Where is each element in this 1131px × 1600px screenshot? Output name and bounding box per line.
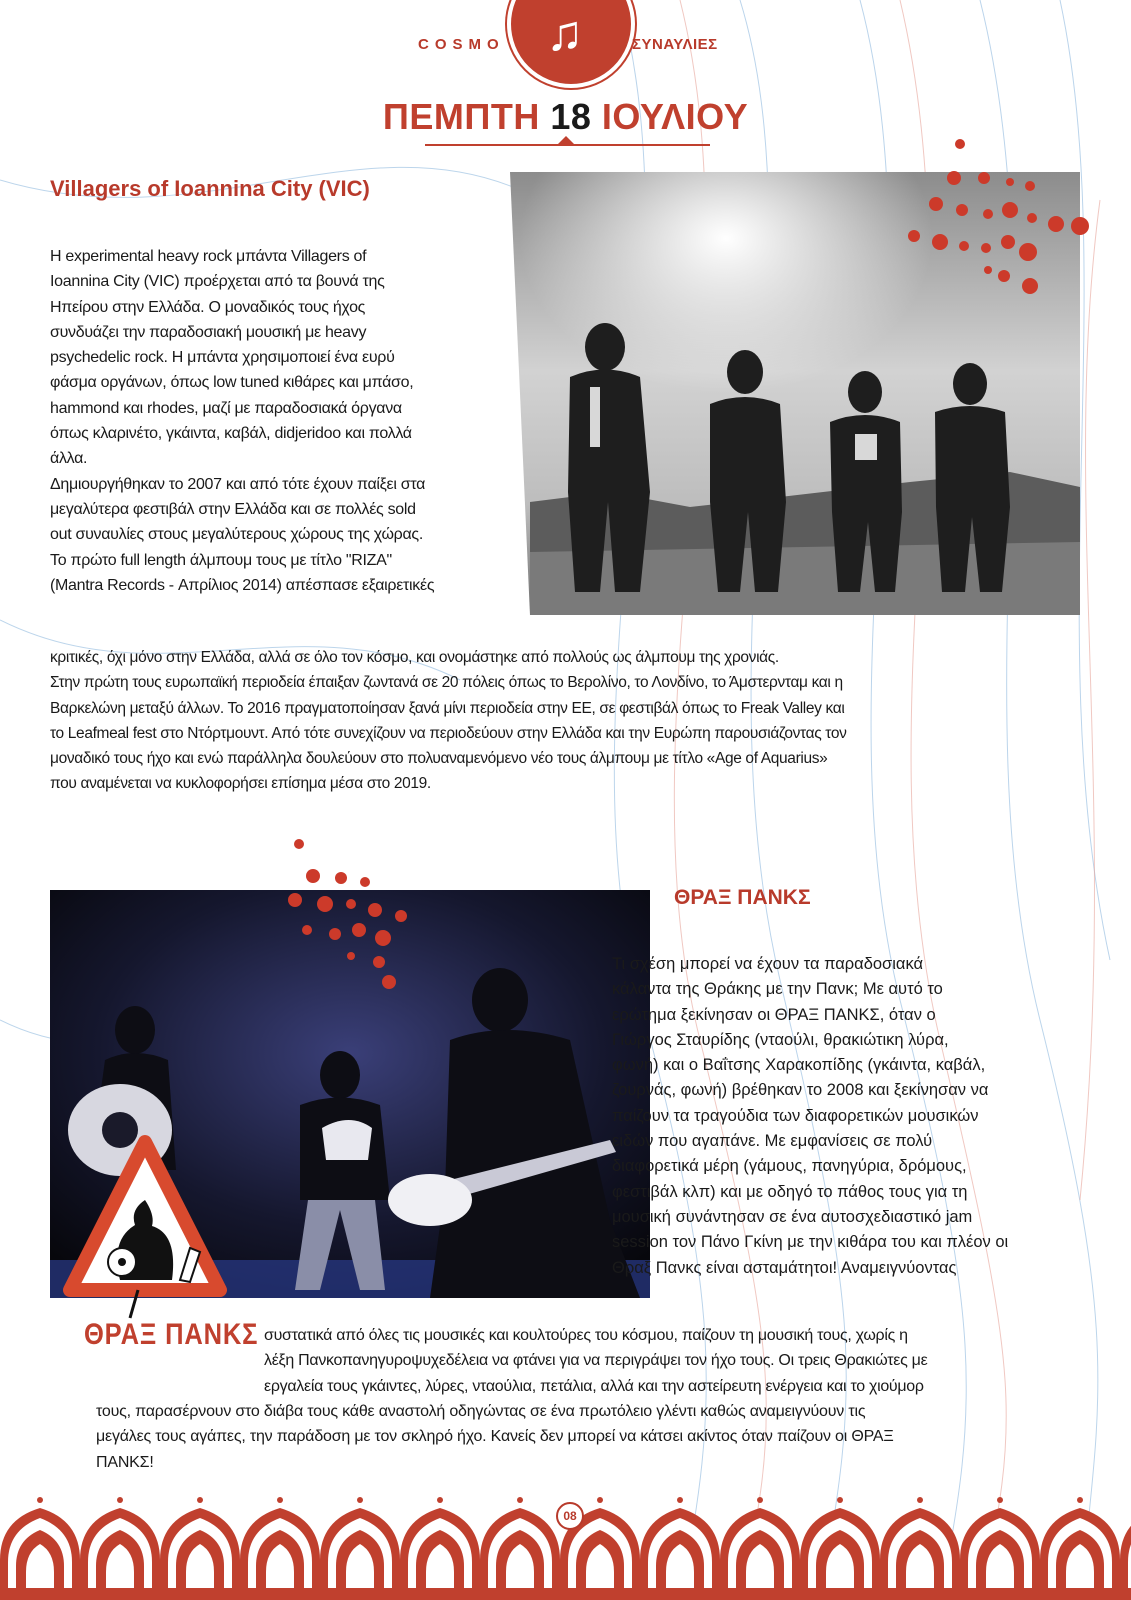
vic-line: που αναμένεται να κυκλοφορήσει επίσημα μέσα στο 2019. bbox=[50, 775, 431, 793]
thraks-line: τους, παρασέρνουν στο διάβα τους κάθε αναστολή οδηγώντας σε ένα πρωτόλειο γλέντι καθώς αναμειγνύουν τις bbox=[96, 1403, 866, 1420]
thraks-line: ζουρνάς, φωνή) βρέθηκαν το 2008 και ξεκίνησαν να bbox=[612, 1081, 989, 1100]
vic-line: όπως κλαρινέτο, γκάιντα, καβάλ, didjeridoo και πολλά bbox=[50, 425, 412, 443]
vic-line: Το πρώτο full length άλμπουμ τους με τίτλο "RIZA" bbox=[50, 551, 392, 569]
vic-line: Στην πρώτη τους ευρωπαϊκή περιοδεία έπαιξαν ζωντανά σε 20 πόλεις όπως το Βερολίνο, το Λονδίνο, το Άμστερνταμ και η bbox=[50, 674, 843, 692]
vic-line: Βαρκελώνη μεταξύ άλλων. Το 2016 πραγματοποίησαν ξανά μίνι περιοδεία στην ΕΕ, σε φεστιβάλ όπως το Freak Valley και bbox=[50, 699, 845, 717]
thraks-line: παίζουν τα τραγούδια των διαφορετικών μουσικών bbox=[612, 1106, 979, 1125]
thraks-text-mid bbox=[264, 1323, 1074, 1399]
vic-line: κριτικές, όχι μόνο στην Ελλάδα, αλλά σε όλο τον κόσμο, και ονομάστηκε από πολλούς ως άλμπουμ της χρονιάς. bbox=[50, 649, 779, 666]
thraks-wordmark: ΘΡΑΞ ΠΑΝΚΣ bbox=[84, 1318, 259, 1351]
vic-line: φάσμα οργάνων, όπως low tuned κιθάρες και μπάσο, bbox=[50, 374, 414, 392]
brand-cosmo: COSMO bbox=[418, 36, 505, 53]
decorative-dots-middle bbox=[255, 830, 425, 1000]
thraks-line: διαφορετικά μέρη (γάμους, πανηγύρια, δρόμους, bbox=[612, 1157, 967, 1176]
vic-title: Villagers of Ioannina City (VIC) bbox=[50, 176, 370, 201]
thraks-line: session τον Πάνο Γκίνη με την κιθάρα του και πλέον οι bbox=[612, 1233, 1009, 1252]
thraks-line: ειδών που αγαπάνε. Με εμφανίσεις σε πολύ bbox=[612, 1132, 933, 1151]
vic-line: συνδυάζει την παραδοσιακή μουσική με heavy bbox=[50, 323, 367, 341]
thraks-line: Θραξ Πανκς είναι ασταμάτητοι! Αναμειγνύοντας bbox=[612, 1258, 957, 1277]
thraks-line: μουσική συνάντησαν σε ένα αυτοσχεδιαστικό jam bbox=[612, 1207, 973, 1226]
thraks-line: ΠΑΝΚΣ! bbox=[96, 1453, 154, 1471]
thraks-line: συστατικά από όλες τις μουσικές και κουλτούρες του κόσμου, παίζουν τη μουσική τους, χωρίς η bbox=[264, 1327, 908, 1344]
vic-line: μοναδικό τους ήχο και ενώ παράλληλα δουλεύουν στο πολυαναμενόμενο νέο τους άλμπουμ με τίτλο «Age of Aquarius» bbox=[50, 750, 828, 768]
vic-line: το Leafmeal fest στο Ντόρτμουντ. Από τότε συνεχίζουν να περιοδεύουν στην Ελλάδα και την Ευρώπη παρουσιάζοντας τον bbox=[50, 724, 847, 742]
vic-text-narrow bbox=[50, 244, 508, 598]
thraks-line: ερώτημα ξεκίνησαν οι ΘΡΑΞ ΠΑΝΚΣ, όταν ο bbox=[612, 1005, 936, 1024]
thraks-line: φεστιβάλ κλπ) και με οδηγό το πάθος τους για τη bbox=[612, 1182, 968, 1201]
vic-line: Δημιουργήθηκαν το 2007 και από τότε έχουν παίξει στα bbox=[50, 475, 426, 493]
vic-line: Ioannina City (VIC) προέρχεται από τα βουνά της bbox=[50, 273, 385, 291]
thraks-logo bbox=[60, 1130, 230, 1330]
vic-line: Ηπείρου στην Ελλάδα. Ο μοναδικός τους ήχος bbox=[50, 298, 366, 316]
decorative-dots-top bbox=[900, 130, 1100, 300]
vic-line: out συναυλίες στους μεγαλύτερους χώρους της χώρας. bbox=[50, 526, 423, 544]
date-underline-marker bbox=[557, 136, 575, 145]
thraks-text-wide bbox=[96, 1399, 1074, 1475]
thraks-line: εργαλεία τους γκάιντες, λύρες, νταούλια, πετάλια, αλλά και την αστείρευτη ενέργεια και το χιούμορ bbox=[264, 1377, 924, 1395]
brand-synavlies: ΣΥΝΑΥΛΙΕΣ bbox=[632, 36, 718, 53]
thraks-line: φωνή) και ο Βαΐτσης Χαρακοπίδης (γκάιντα, καβάλ, bbox=[612, 1056, 986, 1075]
vic-line: hammond και rhodes, μαζί με παραδοσιακά όργανα bbox=[50, 399, 402, 417]
date-heading: ΠΕΜΠΤΗ 18 ΙΟΥΛΙΟΥ bbox=[382, 96, 749, 137]
thraks-line: κάλαντα της Θράκης με την Πανκ; Με αυτό το bbox=[612, 980, 943, 999]
thraks-text-right bbox=[612, 952, 1074, 1281]
vic-line: (Mantra Records - Απρίλιος 2014) απέσπασε εξαιρετικές bbox=[50, 576, 435, 594]
vic-text-wide bbox=[50, 645, 1050, 797]
thraks-line: λέξη Πανκοπανηγυροψυχεδέλεια να φτάνει για να περιγράψει τον ήχο τους. Οι τρεις Θρακιώτες με bbox=[264, 1352, 928, 1370]
vic-line: μεγαλύτερα φεστιβάλ στην Ελλάδα και σε πολλές sold bbox=[50, 500, 416, 518]
thraks-line: μεγάλες τους αγάπες, την παράδοση με τον σκληρό ήχο. Κανείς δεν μπορεί να κάτσει ακίντος όταν παίζουν οι ΘΡΑΞ bbox=[96, 1428, 894, 1446]
thraks-line: Τι σχέση μπορεί να έχουν τα παραδοσιακά bbox=[612, 955, 924, 973]
vic-line: άλλα. bbox=[50, 450, 88, 468]
vic-line: Η experimental heavy rock μπάντα Villagers of bbox=[50, 248, 367, 265]
vic-line: psychedelic rock. Η μπάντα χρησιμοποιεί ένα ευρύ bbox=[50, 349, 395, 367]
thraks-line: Γιώργος Σταυρίδης (νταούλι, θρακιώτικη λύρα, bbox=[612, 1030, 949, 1049]
page-number: 08 bbox=[556, 1502, 584, 1530]
thraks-title: ΘΡΑΞ ΠΑΝΚΣ bbox=[674, 886, 811, 909]
music-note-icon: ♫ bbox=[546, 5, 584, 61]
